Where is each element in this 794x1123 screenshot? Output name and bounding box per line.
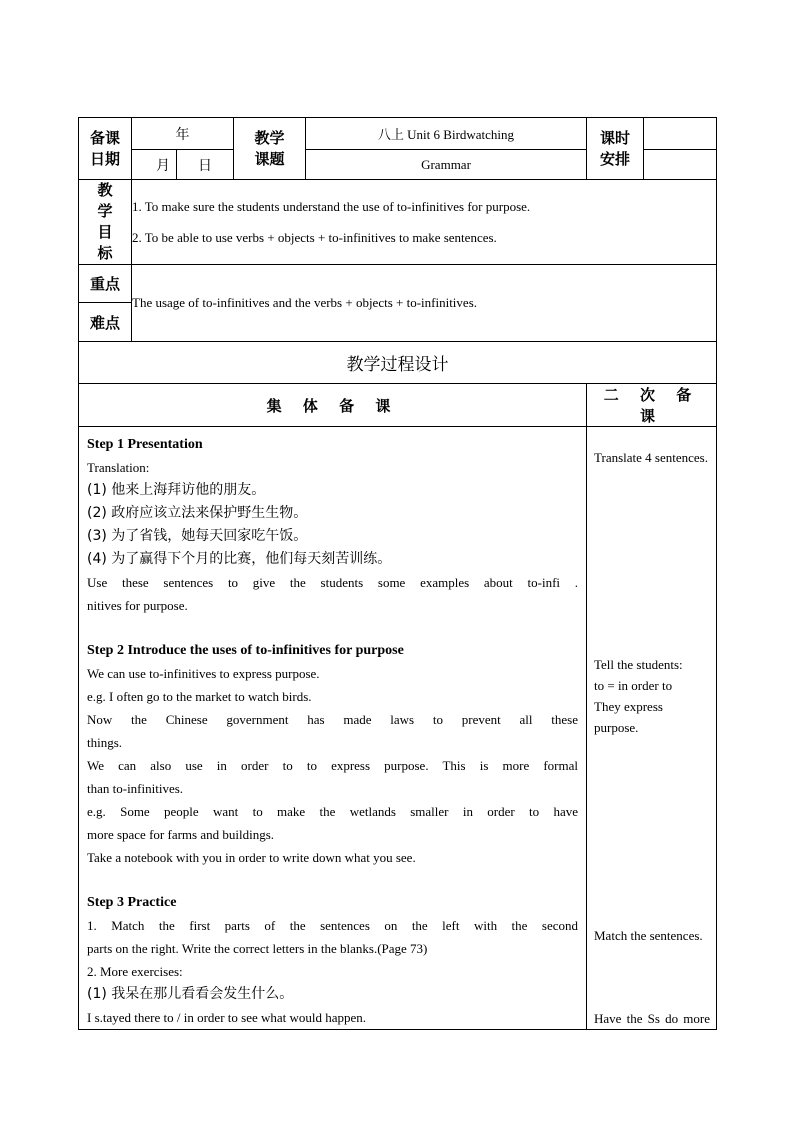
- step-1-note-cont: nitives for purpose.: [87, 598, 188, 613]
- side-note: They express purpose.: [594, 699, 663, 735]
- step-2-line: Now the Chinese government has made laws to prevent all these: [87, 712, 578, 727]
- second-prep-header: 二 次 备 课: [587, 384, 717, 427]
- side-note: to = in order to: [594, 678, 673, 693]
- lesson-plan-table: [78, 117, 717, 1030]
- side-note: Tell the students:: [594, 657, 683, 672]
- step-3-line: 2. More exercises:: [87, 964, 183, 979]
- topic-title: 八上 Unit 6 Birdwatching: [306, 118, 587, 150]
- step-2-line: e.g. I often go to the market to watch birds.: [87, 689, 312, 704]
- objectives-list: [132, 180, 717, 265]
- process-title: 教学过程设计: [79, 342, 717, 384]
- translation-sentence: (2) 政府应该立法来保护野生生物。: [87, 505, 308, 521]
- topic-label: 教学课题: [234, 118, 306, 180]
- key-points-text: The usage of to-infinitives and the verbs + objects + to-infinitives.: [132, 265, 717, 342]
- collective-prep-content: [79, 427, 587, 1030]
- step-3-line: I s.tayed there to / in order to see what would happen.: [87, 1010, 367, 1025]
- step-3-title: Step 3 Practice: [87, 895, 177, 910]
- step-2-line: things.: [87, 735, 123, 750]
- step-2-line: Take a notebook with you in order to write down what you see.: [87, 850, 416, 865]
- day-cell: 日: [177, 150, 234, 180]
- side-note: Translate 4 sentences.: [594, 450, 708, 465]
- objective-item: 1. To make sure the students understand the use of to-infinitives for purpose.: [132, 199, 531, 214]
- step-2-line: We can also use in order to to express purpose. This is more formal: [87, 758, 578, 773]
- step-3-line: 1. Match the first parts of the sentences on the left with the second: [87, 918, 578, 933]
- period-value-top: [644, 118, 717, 150]
- step-3-line: (1) 我呆在那儿看看会发生什么。: [87, 986, 294, 1002]
- step-1-note: Use these sentences to give the students some examples about to-infi .: [87, 575, 578, 590]
- side-note: Have the Ss do more: [594, 1011, 710, 1026]
- prep-date-label: 备课日期: [79, 118, 132, 180]
- step-2-line: than to-infinitives.: [87, 781, 184, 796]
- topic-subtitle: Grammar: [306, 150, 587, 180]
- translation-sentence: (3) 为了省钱，她每天回家吃午饭。: [87, 528, 308, 544]
- step-2-line: more space for farms and buildings.: [87, 827, 275, 842]
- step-2-line: We can use to-infinitives to express purpose.: [87, 666, 320, 681]
- month-cell: 月: [132, 150, 177, 180]
- translation-sentence: (1) 他来上海拜访他的朋友。: [87, 482, 266, 498]
- period-label: 课时安排: [587, 118, 644, 180]
- difficulty-label: 难点: [79, 303, 132, 342]
- second-prep-content: [587, 427, 717, 1030]
- focus-label: 重点: [79, 265, 132, 303]
- collective-prep-header: 集 体 备 课: [79, 384, 587, 427]
- period-value-bottom: [644, 150, 717, 180]
- year-cell: 年: [132, 118, 234, 150]
- side-note: Match the sentences.: [594, 928, 703, 943]
- step-1-intro: Translation:: [87, 460, 150, 475]
- lesson-plan-page: [78, 117, 716, 1030]
- step-3-line: parts on the right. Write the correct letters in the blanks.(Page 73): [87, 941, 428, 956]
- step-1-title: Step 1 Presentation: [87, 437, 203, 452]
- translation-sentence: (4) 为了赢得下个月的比赛，他们每天刻苦训练。: [87, 551, 392, 567]
- objectives-label: 教学目标: [79, 180, 132, 265]
- step-2-line: e.g. Some people want to make the wetlands smaller in order to have: [87, 804, 578, 819]
- objective-item: 2. To be able to use verbs + objects + to-infinitives to make sentences.: [132, 230, 497, 245]
- step-2-title: Step 2 Introduce the uses of to-infinitives for purpose: [87, 643, 404, 658]
